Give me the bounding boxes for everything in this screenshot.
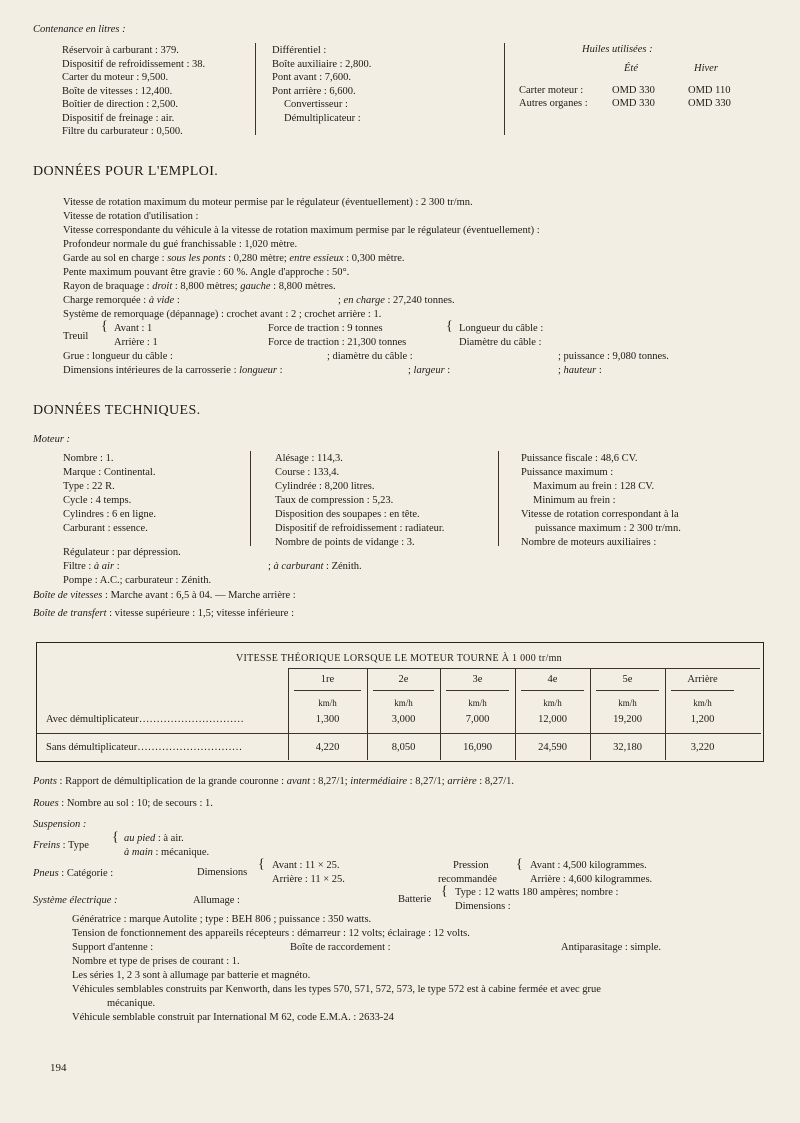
leader-dots: ………………………… — [138, 714, 244, 725]
table-cell: 3,220 — [690, 742, 715, 753]
text: : — [444, 365, 451, 376]
vehicules-kenworth-cont: mécanique. — [107, 998, 156, 1009]
spec-line: Alésage : 114,3. — [275, 453, 343, 464]
emploi-title: DONNÉES POUR L'EMPLOI. — [33, 164, 219, 179]
text: gauche — [240, 281, 271, 292]
spec-line: Cylindres : 6 en ligne. — [63, 509, 157, 520]
spec-line: puissance maximum : 2 300 tr/mn. — [535, 523, 681, 534]
table-column-divider — [665, 668, 666, 760]
text: droit — [152, 281, 173, 292]
text: : — [174, 295, 180, 306]
text: : 0,280 mètre; — [225, 253, 290, 264]
brace: { — [258, 857, 265, 872]
spec-line: Pont avant : 7,600. — [272, 72, 352, 83]
text: : 8,800 mètres. — [270, 281, 336, 292]
text: Sans démultiplicateur — [46, 742, 138, 753]
ponts-line — [33, 775, 514, 788]
spec-line: Réservoir à carburant : 379. — [62, 45, 179, 56]
grue-diametre: ; diamètre du câble : — [327, 351, 413, 362]
dim-avant: Avant : 11 × 25. — [272, 860, 340, 871]
emploi-line: Pente maximum pouvant être gravie : 60 %. Angle d'approche : 50°. — [63, 267, 350, 278]
longueur-cable: Longueur du câble : — [459, 323, 544, 334]
text: ; — [338, 295, 344, 306]
text: ; — [558, 365, 564, 376]
spec-line: Vitesse de rotation correspondant à la — [521, 509, 679, 520]
table-column-divider — [590, 668, 591, 760]
pression-arriere: Arrière : 4,600 kilogrammes. — [530, 874, 653, 885]
batterie-type: Type : 12 watts 180 ampères; nombre : — [455, 887, 619, 898]
emploi-line: Système de remorquage (dépannage) : crochet avant : 2 ; crochet arrière : 1. — [63, 309, 382, 320]
unit-label: km/h — [318, 698, 337, 708]
spec-line: Type : 22 R. — [63, 481, 115, 492]
pompe: Pompe : A.C.; carburateur : Zénith. — [63, 575, 212, 586]
emploi-line: Vitesse de rotation maximum du moteur permise par le régulateur (éventuellement) : 2 300 tr/mn. — [63, 197, 473, 208]
table-cell: 1,300 — [315, 714, 340, 725]
pression-label: Pression — [453, 860, 489, 871]
header-underline — [596, 690, 659, 691]
boite-vitesses — [33, 589, 296, 602]
spec-line: Filtre du carburateur : 0,500. — [62, 126, 183, 137]
spec-line: Taux de compression : 5,23. — [275, 495, 394, 506]
text: avant — [286, 776, 311, 787]
text: : vitesse supérieure : 1,5; vitesse inférieure : — [106, 608, 294, 619]
spec-line: Course : 133,4. — [275, 467, 340, 478]
treuil-avant: Avant : 1 — [114, 323, 153, 334]
contenance-title: Contenance en litres : — [33, 24, 126, 35]
spec-line: Boîte auxiliaire : 2,800. — [272, 58, 372, 70]
emploi-line: Vitesse de rotation d'utilisation : — [63, 211, 199, 222]
text: Pneus — [33, 868, 59, 879]
text: Rayon de braquage : — [63, 281, 153, 292]
header-underline — [373, 690, 434, 691]
spec-line: Cycle : 4 temps. — [63, 495, 132, 506]
text: Charge remorquée : — [63, 295, 149, 306]
column-header: 1re — [320, 674, 335, 685]
text: ; — [408, 365, 414, 376]
spec-line: Pont arrière : 6,600. — [272, 85, 356, 97]
emploi-line: Profondeur normale du gué franchissable : 1,020 mètre. — [63, 239, 298, 250]
spec-line: Carburant : essence. — [63, 523, 148, 534]
treuil-arriere: Arrière : 1 — [114, 337, 158, 348]
table-title: VITESSE THÉORIQUE LORSQUE LE MOTEUR TOURNE À 1 000 tr/mn — [236, 653, 562, 664]
filtre-air — [63, 560, 120, 573]
text: : Type — [60, 840, 89, 851]
emploi-line: Vitesse correspondante du véhicule à la vitesse de rotation maximum permise par le régulateur (éventuellement) : — [63, 225, 540, 236]
spec-line: Nombre de moteurs auxiliaires : — [521, 537, 657, 548]
dim-arriere: Arrière : 11 × 25. — [272, 874, 345, 885]
divider — [255, 43, 256, 135]
text: Freins — [33, 840, 61, 851]
dimensions-largeur — [408, 364, 450, 377]
hiver-label: Hiver — [694, 63, 718, 74]
autres-organes-label: Autres organes : — [519, 98, 588, 109]
text: Boîte de vitesses — [33, 590, 103, 601]
table-cell: 16,090 — [463, 742, 492, 753]
divider — [250, 451, 251, 546]
table-cell: 32,180 — [613, 742, 642, 753]
carter-ete: OMD 330 — [612, 85, 655, 96]
huiles-title: Huiles utilisées : — [582, 44, 653, 55]
divider — [498, 451, 499, 546]
text: : Nombre au sol : 10; de secours : 1. — [58, 798, 213, 809]
spec-line: Boîtier de direction : 2,500. — [62, 99, 179, 110]
tech-title: DONNÉES TECHNIQUES. — [33, 403, 201, 418]
frein-main — [124, 846, 209, 859]
text: ; — [268, 561, 274, 572]
autres-ete: OMD 330 — [612, 98, 655, 109]
grue-longueur: Grue : longueur du câble : — [63, 351, 173, 362]
header-underline — [521, 690, 584, 691]
carter-moteur-label: Carter moteur : — [519, 85, 584, 96]
text: Dimensions intérieures de la carrosserie : — [63, 365, 240, 376]
emploi-line — [63, 280, 336, 293]
treuil-label: Treuil — [63, 331, 89, 342]
text: : mécanique. — [152, 847, 210, 858]
vehicules-kenworth: Véhicules semblables construits par Kenworth, dans les types 570, 571, 572, 573, le type 572 est à cabine fermée et avec grue — [72, 984, 601, 995]
spec-line: Nombre de points de vidange : 3. — [275, 537, 415, 548]
spec-line: Différentiel : — [272, 45, 327, 56]
filtre-carburant — [268, 560, 362, 573]
spec-line: Carter du moteur : 9,500. — [62, 72, 169, 83]
emploi-line — [63, 294, 180, 307]
column-header: 5e — [622, 674, 633, 685]
table-rule — [37, 733, 761, 734]
unit-label: km/h — [468, 698, 487, 708]
systeme-electrique: Système électrique : — [33, 895, 118, 906]
text: Filtre : — [63, 561, 94, 572]
table-rule — [288, 668, 760, 669]
text: sous les ponts — [167, 253, 226, 264]
table-cell: 8,050 — [391, 742, 416, 753]
table-cell: 4,220 — [315, 742, 340, 753]
row-label-sans — [46, 741, 242, 754]
dimensions-carrosserie — [63, 364, 283, 377]
text: à vide — [148, 295, 175, 306]
spec-line: Disposition des soupapes : en tête. — [275, 509, 420, 520]
text: : Zénith. — [323, 561, 362, 572]
text: au pied — [124, 833, 156, 844]
table-column-divider — [515, 668, 516, 760]
spec-line: Minimum au frein : — [533, 495, 616, 506]
ete-label: Été — [624, 63, 638, 74]
antiparasitage: Antiparasitage : simple. — [561, 942, 662, 953]
divider — [504, 43, 505, 135]
dimensions-hauteur — [558, 364, 602, 377]
force-traction-1: Force de traction : 9 tonnes — [268, 323, 383, 334]
table-cell: 3,000 — [391, 714, 416, 725]
force-traction-2: Force de traction : 21,300 tonnes — [268, 337, 407, 348]
text: Boîte de transfert — [33, 608, 107, 619]
column-header: 3e — [472, 674, 483, 685]
allumage: Allumage : — [193, 895, 240, 906]
tension: Tension de fonctionnement des appareils récepteurs : démarreur : 12 volts; éclairage : 12 volts. — [72, 928, 470, 939]
table-cell: 24,590 — [538, 742, 567, 753]
series-note: Les séries 1, 2 3 sont à allumage par batterie et magnéto. — [72, 970, 311, 981]
spec-line: Puissance fiscale : 48,6 CV. — [521, 453, 638, 464]
text: hauteur — [563, 365, 597, 376]
frein-pied — [124, 832, 184, 845]
page-number: 194 — [50, 1062, 67, 1074]
column-header: Arrière — [687, 674, 718, 685]
table-cell: 19,200 — [613, 714, 642, 725]
text: entre essieux — [289, 253, 344, 264]
emploi-line — [338, 294, 455, 307]
support-antenne: Support d'antenne : — [72, 942, 154, 953]
leader-dots: ………………………… — [137, 742, 243, 753]
text: arrière — [447, 776, 477, 787]
text: : — [596, 365, 602, 376]
text: : — [114, 561, 120, 572]
pression-avant: Avant : 4,500 kilogrammes. — [530, 860, 647, 871]
batterie-label: Batterie — [398, 894, 432, 905]
spec-line: Dispositif de refroidissement : radiateur. — [275, 523, 445, 534]
brace: { — [112, 830, 119, 845]
spec-line: Convertisseur : — [284, 99, 348, 110]
text: largeur — [413, 365, 445, 376]
roues-line — [33, 797, 213, 810]
moteur-label: Moteur : — [33, 434, 71, 445]
unit-label: km/h — [693, 698, 712, 708]
spec-line: Boîte de vitesses : 12,400. — [62, 85, 173, 97]
brace: { — [101, 319, 108, 334]
header-underline — [294, 690, 361, 691]
table-cell: 1,200 — [690, 714, 715, 725]
unit-label: km/h — [394, 698, 413, 708]
text: : 8,800 mètres; — [172, 281, 241, 292]
spec-line: Marque : Continental. — [63, 467, 156, 478]
table-column-divider — [288, 668, 289, 760]
suspension: Suspension : — [33, 819, 87, 830]
text: à air — [93, 561, 115, 572]
boite-transfert — [33, 607, 294, 620]
spec-line: Dispositif de freinage : air. — [62, 112, 175, 124]
text: : 27,240 tonnes. — [384, 295, 455, 306]
spec-line: Dispositif de refroidissement : 38. — [62, 58, 206, 70]
row-label-avec — [46, 713, 244, 726]
autres-hiver: OMD 330 — [688, 98, 731, 109]
spec-line: Puissance maximum : — [521, 467, 614, 478]
text: : Catégorie : — [58, 868, 114, 879]
text: en charge — [343, 295, 385, 306]
spec-line: Démultiplicateur : — [284, 112, 361, 124]
text: : 8,27/1. — [476, 776, 515, 787]
pneus-categorie — [33, 867, 113, 880]
unit-label: km/h — [618, 698, 637, 708]
diametre-cable: Diamètre du câble : — [459, 337, 542, 348]
grue-puissance: ; puissance : 9,080 tonnes. — [558, 351, 669, 362]
table-column-divider — [440, 668, 441, 760]
text: : Rapport de démultiplication de la grande couronne : — [56, 776, 287, 787]
unit-label: km/h — [543, 698, 562, 708]
spec-line: Nombre : 1. — [63, 453, 114, 464]
table-column-divider — [367, 668, 368, 760]
batterie-dimensions: Dimensions : — [455, 901, 511, 912]
vehicule-international: Véhicule semblable construit par International M 62, code E.M.A. : 2633-24 — [72, 1012, 394, 1023]
text: Roues — [33, 798, 59, 809]
brace: { — [446, 319, 453, 334]
text: : 8,27/1; — [407, 776, 448, 787]
column-header: 4e — [547, 674, 558, 685]
recommandee-label: recommandée — [438, 874, 497, 885]
text: Garde au sol en charge : — [63, 253, 168, 264]
text: : Marche avant : 6,5 à 04. — Marche arrière : — [102, 590, 296, 601]
brace: { — [516, 857, 523, 872]
header-underline — [446, 690, 509, 691]
prises-courant: Nombre et type de prises de courant : 1. — [72, 956, 240, 967]
text: longueur — [239, 365, 278, 376]
emploi-line — [63, 252, 405, 265]
spec-line: Maximum au frein : 128 CV. — [533, 481, 655, 492]
header-underline — [671, 690, 734, 691]
freins-type — [33, 839, 89, 852]
spec-line: Cylindrée : 8,200 litres. — [275, 481, 375, 492]
brace: { — [441, 884, 448, 899]
text: Ponts — [33, 776, 57, 787]
text: intermédiaire — [350, 776, 408, 787]
dimensions-label: Dimensions — [197, 867, 248, 878]
carter-hiver: OMD 110 — [688, 85, 731, 96]
regulateur: Régulateur : par dépression. — [63, 547, 181, 558]
text: : — [277, 365, 283, 376]
text: Avec démultiplicateur — [46, 714, 139, 725]
text: à carburant — [273, 561, 324, 572]
table-cell: 12,000 — [538, 714, 567, 725]
text: : 8,27/1; — [310, 776, 351, 787]
text: : 0,300 mètre. — [343, 253, 405, 264]
text: : à air. — [155, 833, 184, 844]
generatrice: Génératrice : marque Autolite ; type : BEH 806 ; puissance : 350 watts. — [72, 914, 372, 925]
column-header: 2e — [398, 674, 409, 685]
text: à main — [124, 847, 153, 858]
boite-raccordement: Boîte de raccordement : — [290, 942, 391, 953]
table-cell: 7,000 — [465, 714, 490, 725]
